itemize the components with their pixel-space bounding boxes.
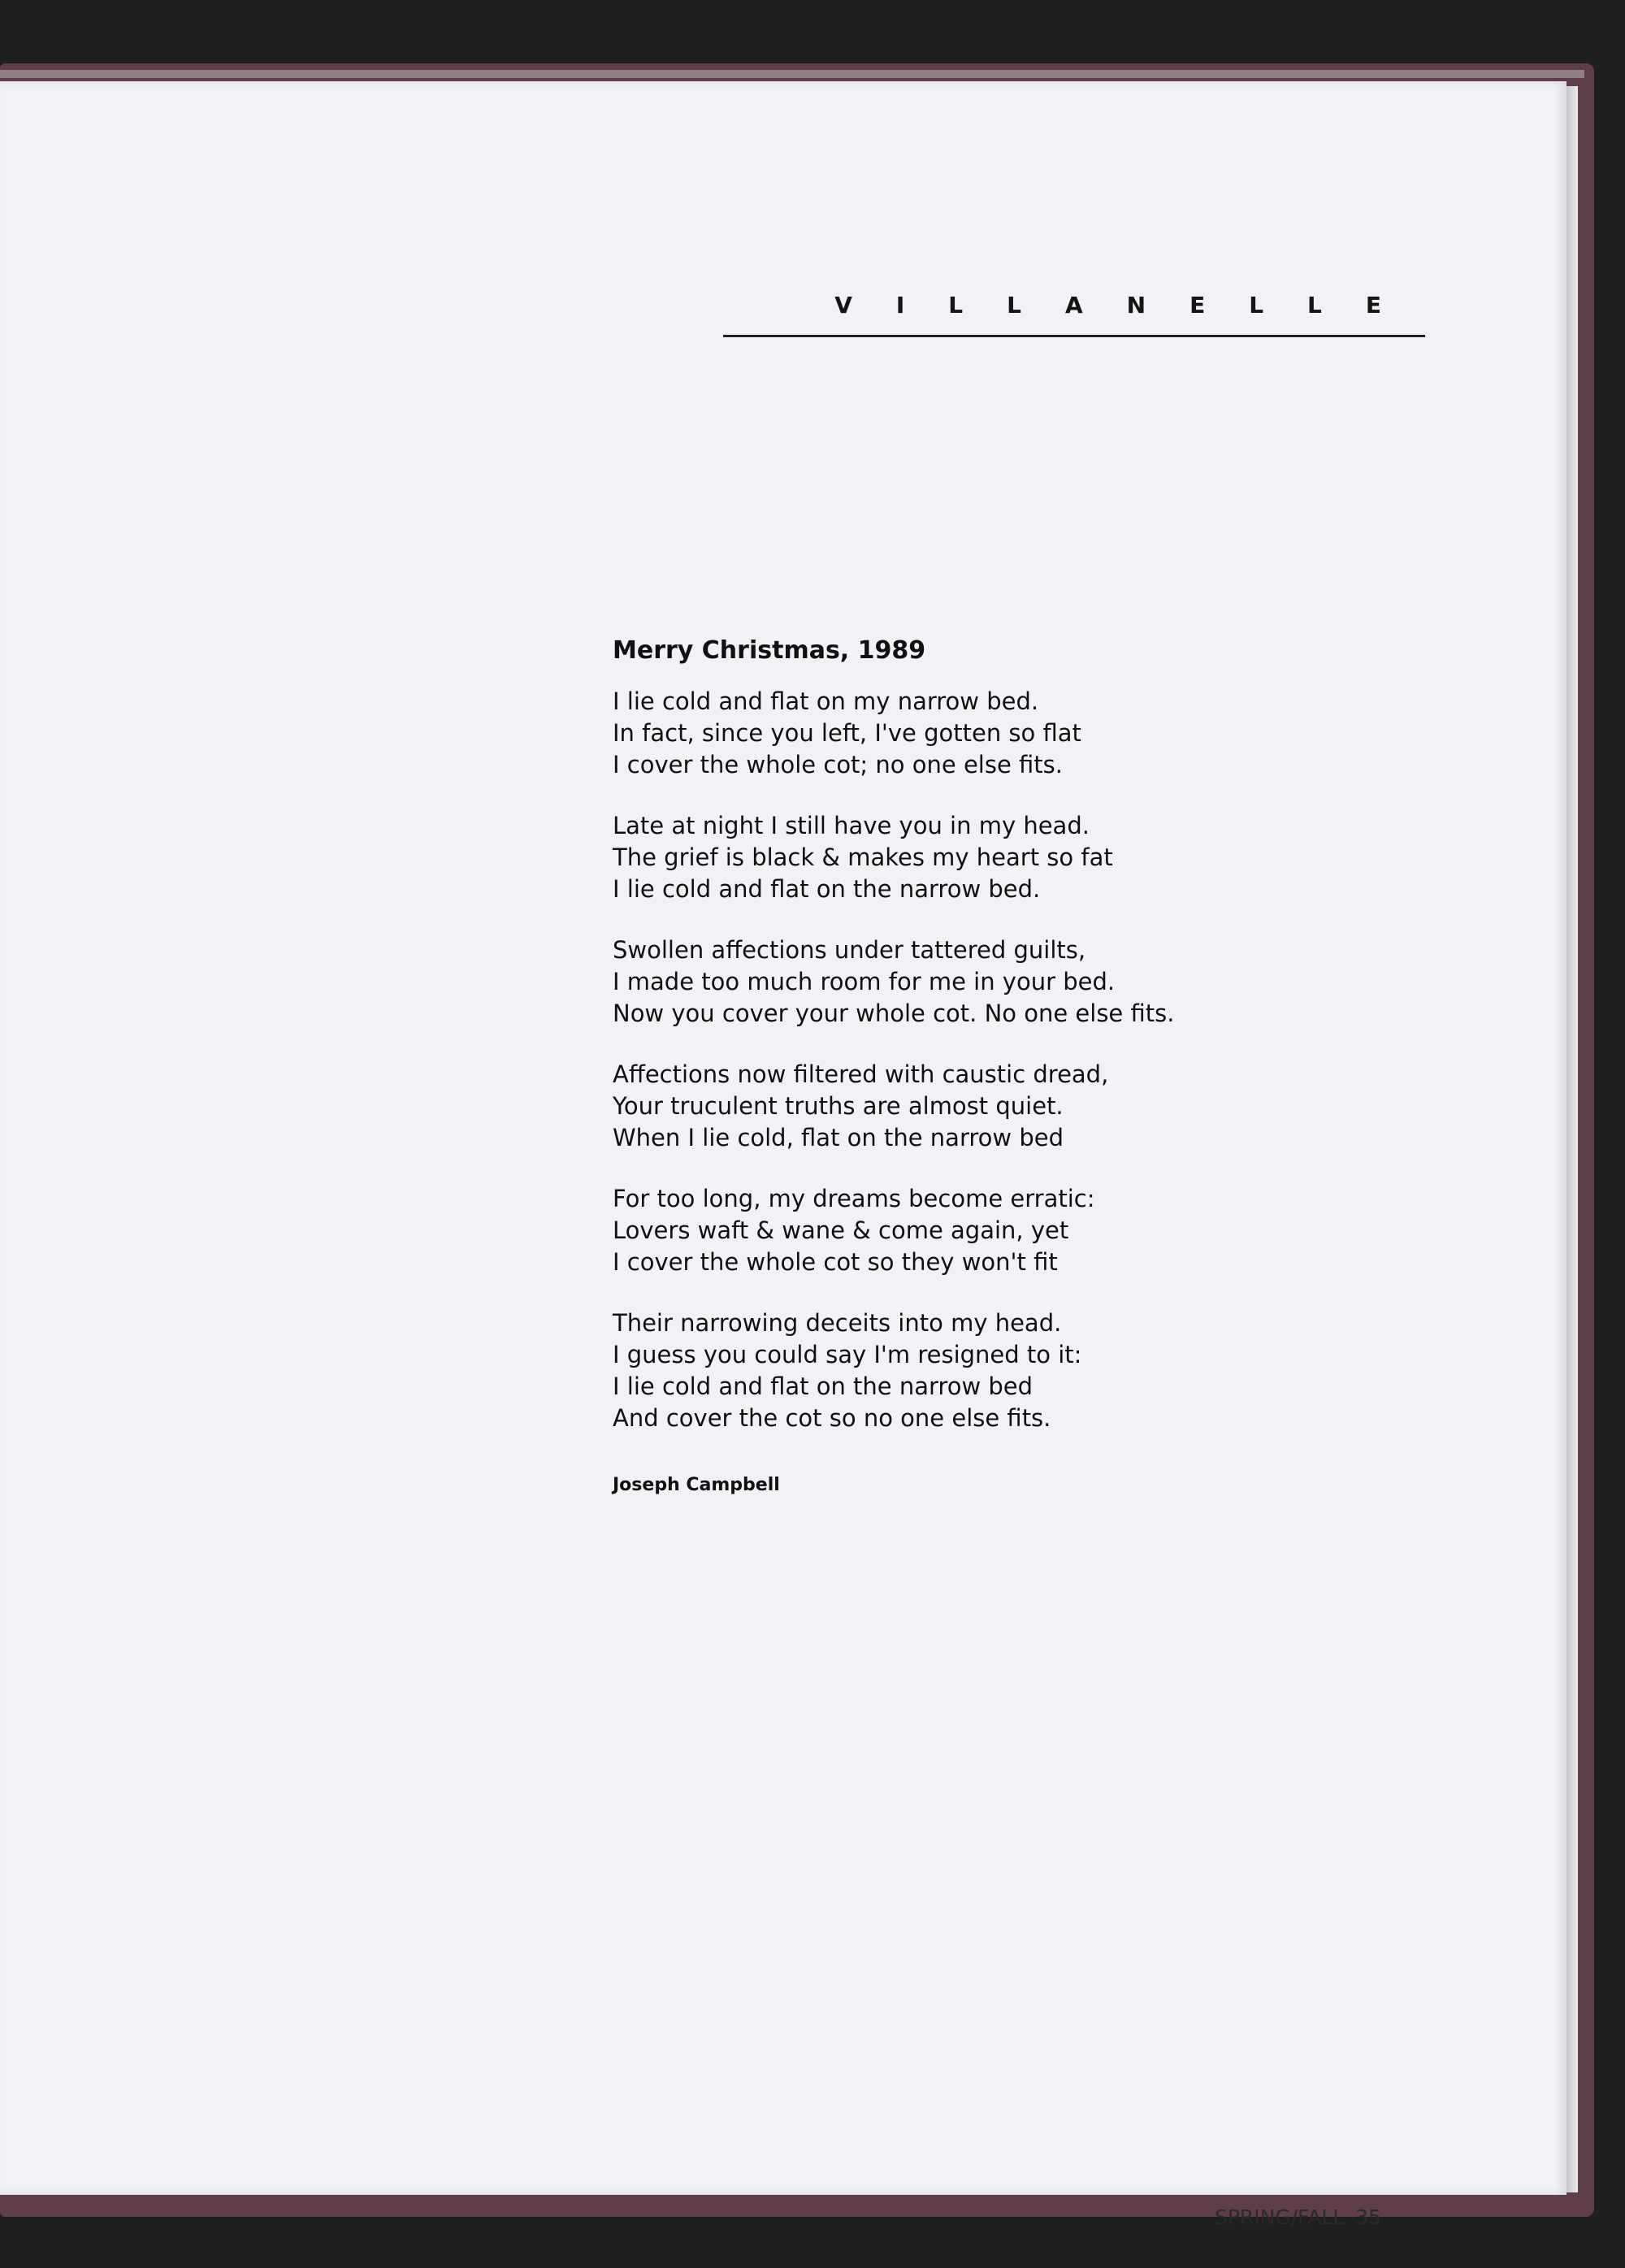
- stanza-5: [613, 1183, 1344, 1278]
- stanza-3: [613, 935, 1344, 1030]
- issue-label: SPRING/FALL: [1214, 2205, 1345, 2229]
- poem-line: I lie cold and flat on my narrow bed.: [613, 687, 1039, 715]
- poem-line: I lie cold and flat on the narrow bed.: [613, 875, 1041, 903]
- poem-line: And cover the cot so no one else fits.: [613, 1404, 1051, 1432]
- poem-line: Lovers waft & wane & come again, yet: [613, 1216, 1069, 1244]
- poem-line: Affections now filtered with caustic dread,: [613, 1060, 1109, 1088]
- stanza-4: [613, 1059, 1344, 1154]
- poem-line: I cover the whole cot; no one else fits.: [613, 751, 1063, 778]
- stanza-1: [613, 686, 1344, 781]
- section-header: [723, 291, 1425, 337]
- section-rule: [723, 335, 1425, 337]
- poem-line: I cover the whole cot so they won't fit: [613, 1248, 1058, 1276]
- section-title: VILLANELLE: [834, 292, 1425, 319]
- poem: [613, 634, 1344, 1498]
- page-footer: [1215, 2205, 1381, 2229]
- poem-line: I lie cold and flat on the narrow bed: [613, 1373, 1034, 1400]
- poem-line: I guess you could say I'm resigned to it:: [613, 1341, 1082, 1368]
- magazine-page: [0, 81, 1566, 2229]
- page-block-edge: [1566, 86, 1578, 2192]
- poem-line: In fact, since you left, I've gotten so flat: [613, 719, 1081, 747]
- poem-author: Joseph Campbell: [613, 1475, 780, 1495]
- poem-line: Your truculent truths are almost quiet.: [613, 1092, 1064, 1120]
- poem-line: When I lie cold, flat on the narrow bed: [613, 1124, 1064, 1151]
- page-number: 35: [1355, 2205, 1381, 2229]
- poem-line: Swollen affections under tattered guilts,: [613, 936, 1086, 964]
- stanza-2: [613, 810, 1344, 905]
- poem-line: Now you cover your whole cot. No one else fits.: [613, 1000, 1175, 1027]
- stanza-6: [613, 1307, 1344, 1434]
- poem-line: Late at night I still have you in my head.: [613, 812, 1090, 839]
- poem-title: Merry Christmas, 1989: [613, 636, 926, 665]
- poem-line: For too long, my dreams become erratic:: [613, 1185, 1095, 1212]
- poem-line: The grief is black & makes my heart so fat: [613, 843, 1113, 871]
- book-cover-edge: [0, 70, 1584, 78]
- poem-line: Their narrowing deceits into my head.: [613, 1309, 1062, 1337]
- poem-line: I made too much room for me in your bed.: [613, 968, 1116, 995]
